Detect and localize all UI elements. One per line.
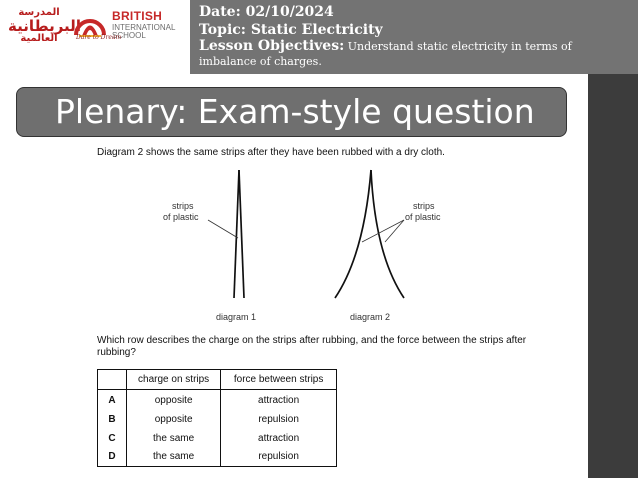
diagram2-label-strips: strips — [413, 201, 435, 211]
lesson-topic: Topic: Static Electricity — [199, 22, 383, 38]
diagram2-label-pointer-left — [362, 220, 404, 242]
plastic-strips-diagram — [110, 160, 470, 330]
table-header-row — [98, 370, 337, 390]
logo-english-line2: INTERNATIONAL — [112, 23, 176, 32]
logo-arabic-text — [8, 7, 81, 45]
diagram2-label-plastic: of plastic — [405, 212, 441, 222]
logo-tagline: Dare to Dream — [76, 34, 122, 41]
lesson-date: Date: 02/10/2024 — [199, 4, 334, 20]
lesson-objectives-label: Lesson Objectives: — [199, 38, 345, 54]
table-row-a — [98, 389, 337, 410]
diagram1-label-plastic: of plastic — [163, 212, 199, 222]
logo-arabic-line3: العالمية — [20, 33, 58, 45]
table-header-letter — [98, 370, 127, 390]
plenary-title: Plenary: Exam-style question — [16, 87, 567, 137]
row-c-letter: C — [98, 429, 127, 448]
row-b-charge: opposite — [127, 410, 221, 429]
row-d-letter: D — [98, 447, 127, 466]
right-side-bar — [588, 74, 638, 478]
diagram2-left-strip — [335, 170, 371, 298]
diagram2-right-strip — [371, 170, 404, 298]
diagram1-label-pointer — [208, 220, 238, 238]
logo-arabic-line2: البريطانية — [8, 16, 81, 35]
question-intro: Diagram 2 shows the same strips after they have been rubbed with a dry cloth. — [97, 147, 445, 158]
lesson-objectives-text: Understand static electricity in terms of imbalance of charges. — [199, 40, 572, 68]
row-a-letter: A — [98, 389, 127, 410]
diagram1-label-strips: strips — [172, 201, 194, 211]
diagram1-left-strip — [234, 170, 239, 298]
logo-english-line1: BRITISH — [112, 9, 163, 23]
table-row-c — [98, 429, 337, 448]
diagram1-right-strip — [239, 170, 244, 298]
lesson-objectives — [199, 39, 630, 69]
table-row-b — [98, 410, 337, 429]
row-b-letter: B — [98, 410, 127, 429]
row-c-charge: the same — [127, 429, 221, 448]
row-a-force: attraction — [221, 389, 337, 410]
diagram2-caption: diagram 2 — [350, 312, 391, 322]
row-d-charge: the same — [127, 447, 221, 466]
table-header-force: force between strips — [221, 370, 337, 390]
table-row-d — [98, 447, 337, 466]
answer-table — [97, 369, 337, 467]
logo-english-text — [112, 10, 188, 40]
diagram2-label-pointer-right — [385, 220, 404, 242]
logo-arabic-line1: المدرسة — [18, 7, 60, 18]
table-header-charge: charge on strips — [127, 370, 221, 390]
row-a-charge: opposite — [127, 389, 221, 410]
row-b-force: repulsion — [221, 410, 337, 429]
logo-english-line3: SCHOOL — [112, 31, 146, 40]
question-prompt: Which row describes the charge on the strips after rubbing, and the force between the strips after rubbing? — [97, 335, 527, 358]
row-c-force: attraction — [221, 429, 337, 448]
school-logo — [0, 0, 190, 74]
row-d-force: repulsion — [221, 447, 337, 466]
lesson-info-box — [190, 0, 638, 74]
diagram1-caption: diagram 1 — [216, 312, 257, 322]
